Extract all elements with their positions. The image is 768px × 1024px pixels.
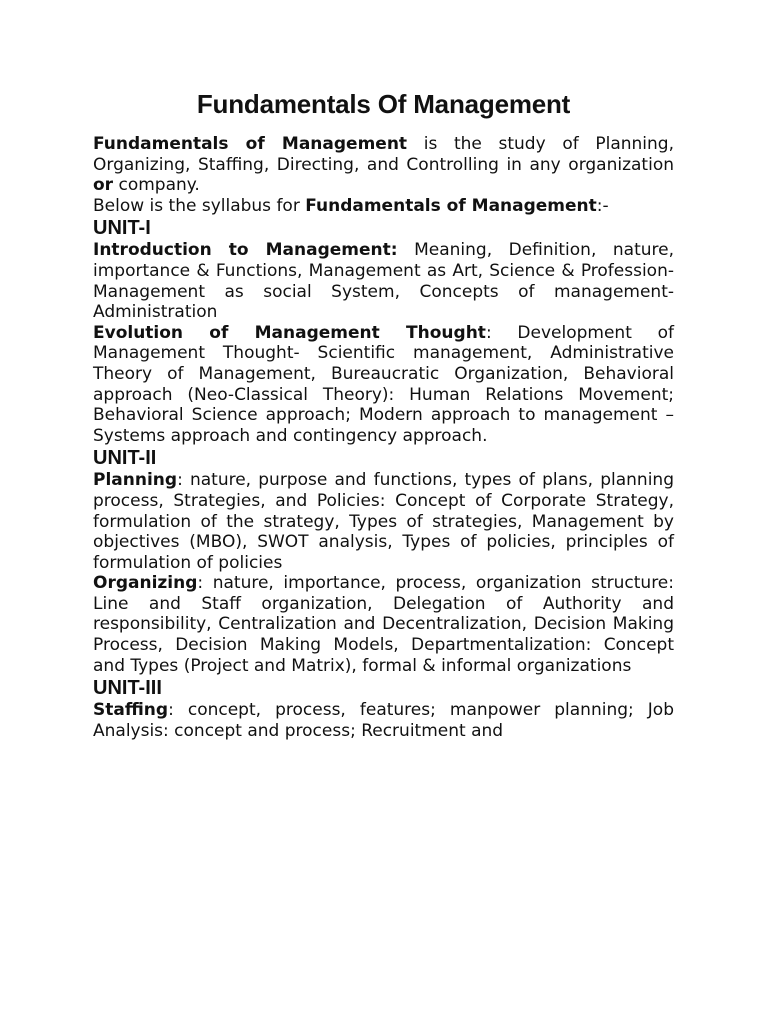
intro-lead-bold: Fundamentals of Management bbox=[93, 134, 408, 154]
topic-name: Introduction to Management: bbox=[93, 240, 398, 261]
topic-name: Organizing bbox=[93, 573, 198, 594]
intro-or-bold: or bbox=[93, 175, 114, 196]
document-page bbox=[93, 84, 674, 741]
topic-text: : concept, process, features; manpower planning; Job Analysis: concept and process; Recruitment and bbox=[93, 700, 674, 741]
unit-heading: UNIT-I bbox=[93, 217, 151, 240]
topic-paragraph bbox=[93, 573, 674, 676]
intro-text-2: company. bbox=[113, 175, 200, 196]
intro-paragraph bbox=[93, 134, 674, 196]
topic-text: : Development of Management Thought- Scientific management, Administrative Theory of Management, Bureaucratic Organization, Behavioral approach (Neo-Classical Theory): Human Relations Movement; Behavioral Science approach; Modern approach to management – Systems approach and contingency approach. bbox=[93, 322, 674, 446]
topic-paragraph bbox=[93, 240, 674, 322]
topic-text: Meaning, Definition, nature, importance & Functions, Management as Art, Science & Profession- Management as social System, Concepts of management-Administration bbox=[93, 240, 674, 323]
document-title: Fundamentals Of Management bbox=[196, 89, 571, 119]
syllabus-bold: Fundamentals of Management bbox=[305, 195, 597, 216]
topic-name: Staffing bbox=[93, 700, 169, 721]
topic-paragraph bbox=[93, 470, 674, 573]
topic-text: : nature, importance, process, organization structure: Line and Staff organization, Delegation of Authority and responsibility, Centralization and Decentralization, Decision Making Process, Decision Making Models, Departmentalization: Concept and Types (Project and Matrix), formal & informal organizations bbox=[93, 573, 674, 676]
unit-heading: UNIT-II bbox=[93, 447, 157, 470]
intro-text-1: is the study of Planning, Organizing, Staffing, Directing, and Controlling in any organization bbox=[93, 134, 674, 175]
syllabus-text-2: :- bbox=[596, 195, 609, 216]
syllabus-line bbox=[93, 196, 674, 217]
topic-paragraph bbox=[93, 323, 674, 447]
topic-paragraph bbox=[93, 700, 674, 741]
topic-name: Evolution of Management Thought bbox=[93, 322, 486, 343]
topic-text: : nature, purpose and functions, types of plans, planning process, Strategies, and Policies: Concept of Corporate Strategy, formulation of the strategy, Types of strategies, Management by objectives (MBO), SWOT analysis, Types of policies, principles of formulation of policies bbox=[93, 470, 674, 573]
topic-name: Planning bbox=[93, 470, 178, 491]
syllabus-text-1: Below is the syllabus for bbox=[93, 195, 306, 216]
unit-heading: UNIT-III bbox=[93, 677, 162, 700]
